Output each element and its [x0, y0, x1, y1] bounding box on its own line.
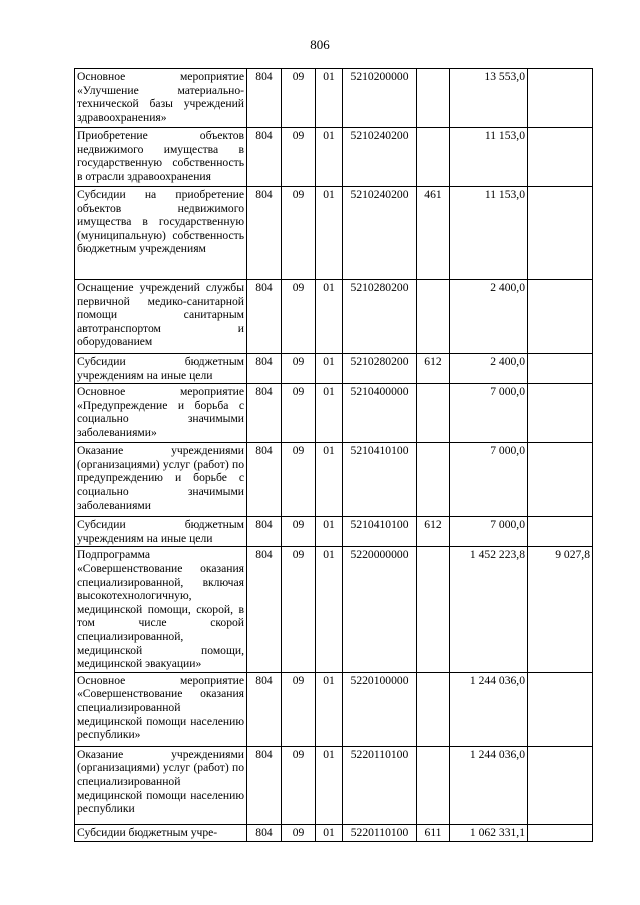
row-name: Субсидии бюджетным учре- — [75, 824, 247, 841]
row-subsection: 01 — [316, 128, 343, 187]
row-sum: 11 153,0 — [450, 128, 528, 187]
row-expense-type — [417, 128, 450, 187]
row-extra — [528, 69, 593, 128]
row-extra — [528, 746, 593, 824]
row-ved: 804 — [247, 187, 282, 280]
row-extra — [528, 824, 593, 841]
row-sum: 7 000,0 — [450, 443, 528, 517]
row-sum: 13 553,0 — [450, 69, 528, 128]
row-extra — [528, 280, 593, 354]
row-target-code: 5210280200 — [343, 354, 417, 384]
row-name: Оснащение учреждений службы первичной медико-санитарной помощи санитарным автотранспортом и оборудованием — [75, 280, 247, 354]
row-expense-type — [417, 384, 450, 443]
row-extra — [528, 354, 593, 384]
row-ved: 804 — [247, 517, 282, 547]
row-ved: 804 — [247, 128, 282, 187]
row-expense-type — [417, 69, 450, 128]
row-ved: 804 — [247, 672, 282, 746]
budget-table — [74, 68, 593, 842]
row-ved: 804 — [247, 824, 282, 841]
table-row — [75, 354, 593, 384]
row-target-code: 5210410100 — [343, 517, 417, 547]
row-name: Приобретение объектов недвижимого имущества в государственную собственность в отрасли здравоохранения — [75, 128, 247, 187]
row-section: 09 — [282, 443, 316, 517]
row-ved: 804 — [247, 280, 282, 354]
row-subsection: 01 — [316, 384, 343, 443]
row-subsection: 01 — [316, 672, 343, 746]
row-target-code: 5220000000 — [343, 547, 417, 672]
row-sum: 7 000,0 — [450, 384, 528, 443]
row-subsection: 01 — [316, 824, 343, 841]
row-subsection: 01 — [316, 187, 343, 280]
row-expense-type — [417, 547, 450, 672]
row-extra — [528, 384, 593, 443]
table-row — [75, 746, 593, 824]
row-ved: 804 — [247, 547, 282, 672]
row-sum: 7 000,0 — [450, 517, 528, 547]
row-extra — [528, 187, 593, 280]
table-row — [75, 672, 593, 746]
row-expense-type — [417, 280, 450, 354]
row-name: Оказание учреждениями (организациями) услуг (работ) по предупреждению и борьбе с социально значимыми заболеваниями — [75, 443, 247, 517]
table-row — [75, 547, 593, 672]
row-extra — [528, 443, 593, 517]
row-subsection: 01 — [316, 69, 343, 128]
row-section: 09 — [282, 672, 316, 746]
row-expense-type: 612 — [417, 354, 450, 384]
row-sum: 1 452 223,8 — [450, 547, 528, 672]
table-row — [75, 384, 593, 443]
table-row — [75, 443, 593, 517]
row-target-code: 5220110100 — [343, 824, 417, 841]
row-target-code: 5210240200 — [343, 128, 417, 187]
row-name: Субсидии бюджетным учреждениям на иные цели — [75, 354, 247, 384]
row-section: 09 — [282, 384, 316, 443]
row-section: 09 — [282, 824, 316, 841]
table-row — [75, 517, 593, 547]
table-row — [75, 280, 593, 354]
row-target-code: 5210410100 — [343, 443, 417, 517]
row-subsection: 01 — [316, 517, 343, 547]
row-sum: 1 244 036,0 — [450, 746, 528, 824]
row-extra: 9 027,8 — [528, 547, 593, 672]
table-row — [75, 187, 593, 280]
page-number: 806 — [310, 37, 330, 52]
table-row — [75, 69, 593, 128]
row-name: Субсидии на приобретение объектов недвижимого имущества в государственную (муниципальную) собственность бюджетным учреждениям — [75, 187, 247, 280]
row-ved: 804 — [247, 746, 282, 824]
row-section: 09 — [282, 517, 316, 547]
row-target-code: 5210200000 — [343, 69, 417, 128]
row-subsection: 01 — [316, 280, 343, 354]
row-section: 09 — [282, 354, 316, 384]
row-expense-type — [417, 746, 450, 824]
row-subsection: 01 — [316, 547, 343, 672]
row-sum: 11 153,0 — [450, 187, 528, 280]
row-expense-type — [417, 672, 450, 746]
row-name: Подпрограмма «Совершенствование оказания специализированной, включая высокотехнологичную, медицинской помощи, скорой, в том числе скорой специализированной, медицинской помощи, медицинской эвакуации» — [75, 547, 247, 672]
row-target-code: 5210240200 — [343, 187, 417, 280]
row-target-code: 5220100000 — [343, 672, 417, 746]
row-target-code: 5220110100 — [343, 746, 417, 824]
row-sum: 2 400,0 — [450, 354, 528, 384]
row-expense-type — [417, 443, 450, 517]
row-target-code: 5210400000 — [343, 384, 417, 443]
row-section: 09 — [282, 746, 316, 824]
row-target-code: 5210280200 — [343, 280, 417, 354]
row-section: 09 — [282, 128, 316, 187]
row-name: Оказание учреждениями (организациями) услуг (работ) по специализированной медицинской помощи населению республики — [75, 746, 247, 824]
row-name: Основное мероприятие «Предупреждение и борьба с социально значимыми заболеваниями» — [75, 384, 247, 443]
row-section: 09 — [282, 280, 316, 354]
table-row — [75, 128, 593, 187]
table-row — [75, 824, 593, 841]
row-section: 09 — [282, 187, 316, 280]
row-expense-type: 612 — [417, 517, 450, 547]
row-extra — [528, 517, 593, 547]
row-extra — [528, 672, 593, 746]
row-section: 09 — [282, 547, 316, 672]
row-sum: 1 062 331,1 — [450, 824, 528, 841]
row-name: Субсидии бюджетным учреждениям на иные цели — [75, 517, 247, 547]
row-extra — [528, 128, 593, 187]
row-sum: 2 400,0 — [450, 280, 528, 354]
row-ved: 804 — [247, 69, 282, 128]
row-name: Основное мероприятие «Улучшение материально-технической базы учреждений здравоохранения» — [75, 69, 247, 128]
row-section: 09 — [282, 69, 316, 128]
row-ved: 804 — [247, 384, 282, 443]
row-ved: 804 — [247, 443, 282, 517]
row-subsection: 01 — [316, 746, 343, 824]
row-ved: 804 — [247, 354, 282, 384]
row-subsection: 01 — [316, 443, 343, 517]
row-expense-type: 461 — [417, 187, 450, 280]
row-sum: 1 244 036,0 — [450, 672, 528, 746]
row-subsection: 01 — [316, 354, 343, 384]
row-name: Основное мероприятие «Совершенствование оказания специализированной медицинской помощи населению республики» — [75, 672, 247, 746]
row-expense-type: 611 — [417, 824, 450, 841]
